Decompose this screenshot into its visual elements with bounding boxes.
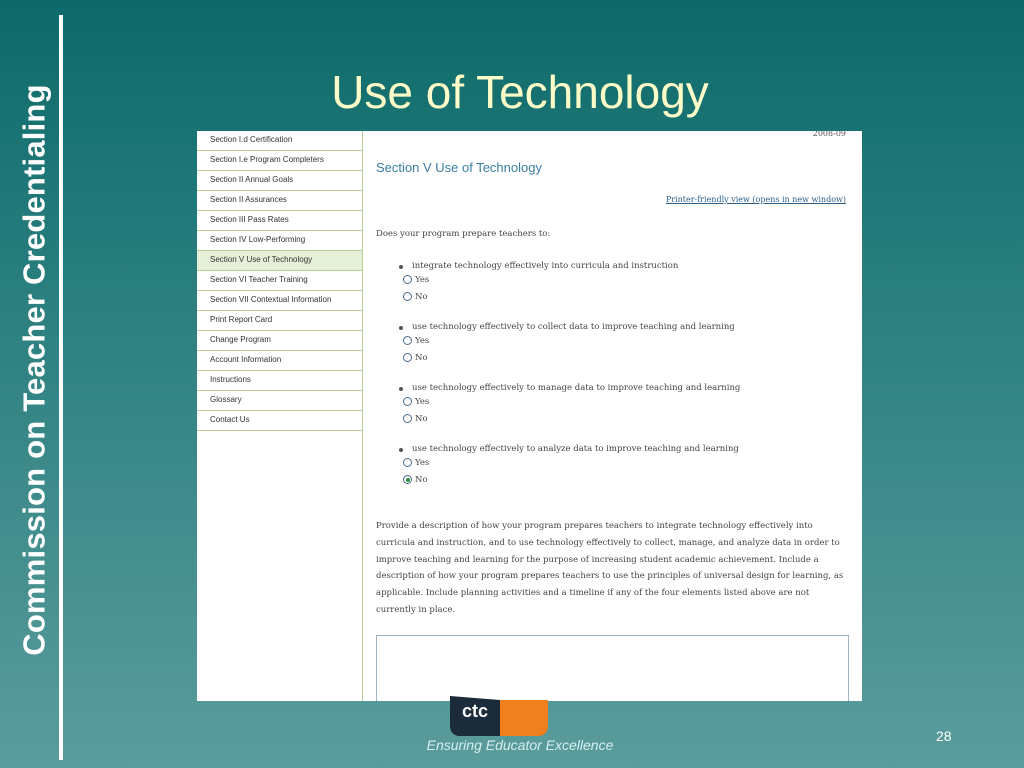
sidebar-item-annual-goals[interactable]: Section II Annual Goals [197, 171, 362, 191]
screenshot-panel [197, 131, 862, 701]
radio-selected-icon[interactable] [403, 475, 412, 484]
no-label: No [415, 474, 428, 485]
radio-unselected-icon[interactable] [403, 275, 412, 284]
page-number: 28 [936, 728, 952, 744]
description-prompt: Provide a description of how your program prepares teachers to integrate technology effectively into curricula and instruction, and to use technology effectively to collect, manage, and analyze data in order to improve teaching and learning for the purpose of increasing student academic achievement. Include a description of how your program prepares teachers to use the principles of universal design for learning, as applicable. Include planning activities and a timeline if any of the four elements listed above are not currently in place. [376, 521, 844, 615]
question-text: use technology effectively to manage data to improve teaching and learning [412, 383, 741, 393]
description-textarea[interactable] [376, 635, 849, 701]
report-year: 2008-09 [812, 131, 846, 138]
no-label: No [415, 291, 428, 302]
question-4-no-option[interactable] [403, 471, 849, 488]
bullet-icon [399, 265, 403, 269]
ctc-logo [448, 696, 548, 736]
vertical-divider [59, 15, 63, 760]
intro-question: Does your program prepare teachers to: [376, 229, 551, 239]
question-manage [399, 383, 849, 427]
radio-unselected-icon[interactable] [403, 336, 412, 345]
no-label: No [415, 352, 428, 363]
sidebar-item-print-report-card[interactable]: Print Report Card [197, 311, 362, 331]
bullet-icon [399, 387, 403, 391]
question-text: use technology effectively to analyze data to improve teaching and learning [412, 444, 739, 454]
sidebar-item-assurances[interactable]: Section II Assurances [197, 191, 362, 211]
question-integrate [399, 261, 849, 305]
sidebar-item-use-of-technology[interactable]: Section V Use of Technology [197, 251, 362, 271]
question-3-no-option[interactable] [403, 410, 849, 427]
sidebar-item-low-performing[interactable]: Section IV Low-Performing [197, 231, 362, 251]
sidebar-item-certification[interactable]: Section I.d Certification [197, 131, 362, 151]
sidebar-item-contextual-information[interactable]: Section VII Contextual Information [197, 291, 362, 311]
yes-label: Yes [415, 274, 430, 285]
section-title: Section V Use of Technology [376, 160, 542, 175]
sidebar-item-teacher-training[interactable]: Section VI Teacher Training [197, 271, 362, 291]
question-analyze [399, 444, 849, 488]
sidebar-item-pass-rates[interactable]: Section III Pass Rates [197, 211, 362, 231]
sidebar-item-instructions[interactable]: Instructions [197, 371, 362, 391]
main-content [362, 131, 862, 701]
radio-dot [406, 478, 410, 482]
bullet-icon [399, 326, 403, 330]
radio-unselected-icon[interactable] [403, 414, 412, 423]
side-title-text: Commission on Teacher Credentialing [17, 84, 53, 656]
question-2-no-option[interactable] [403, 349, 849, 366]
question-collect [399, 322, 849, 366]
no-label: No [415, 413, 428, 424]
slide-title: Use of Technology [331, 66, 709, 118]
question-2-yes-option[interactable] [403, 332, 849, 349]
question-text: use technology effectively to collect data to improve teaching and learning [412, 322, 735, 332]
tagline: Ensuring Educator Excellence [426, 737, 614, 753]
sidebar-item-contact-us[interactable]: Contact Us [197, 411, 362, 431]
radio-unselected-icon[interactable] [403, 397, 412, 406]
printer-friendly-link[interactable]: Printer-friendly view (opens in new window) [665, 195, 846, 204]
bullet-icon [399, 448, 403, 452]
yes-label: Yes [415, 457, 430, 468]
sidebar-item-change-program[interactable]: Change Program [197, 331, 362, 351]
side-title [10, 40, 60, 700]
sidebar-nav [197, 131, 363, 701]
logo-text: ctc [462, 701, 489, 721]
yes-label: Yes [415, 335, 430, 346]
sidebar-item-glossary[interactable]: Glossary [197, 391, 362, 411]
radio-unselected-icon[interactable] [403, 353, 412, 362]
radio-unselected-icon[interactable] [403, 292, 412, 301]
question-1-no-option[interactable] [403, 288, 849, 305]
question-text: integrate technology effectively into curricula and instruction [412, 261, 679, 271]
yes-label: Yes [415, 396, 430, 407]
question-1-yes-option[interactable] [403, 271, 849, 288]
question-4-yes-option[interactable] [403, 454, 849, 471]
sidebar-item-program-completers[interactable]: Section I.e Program Completers [197, 151, 362, 171]
sidebar-item-account-information[interactable]: Account Information [197, 351, 362, 371]
radio-unselected-icon[interactable] [403, 458, 412, 467]
question-3-yes-option[interactable] [403, 393, 849, 410]
